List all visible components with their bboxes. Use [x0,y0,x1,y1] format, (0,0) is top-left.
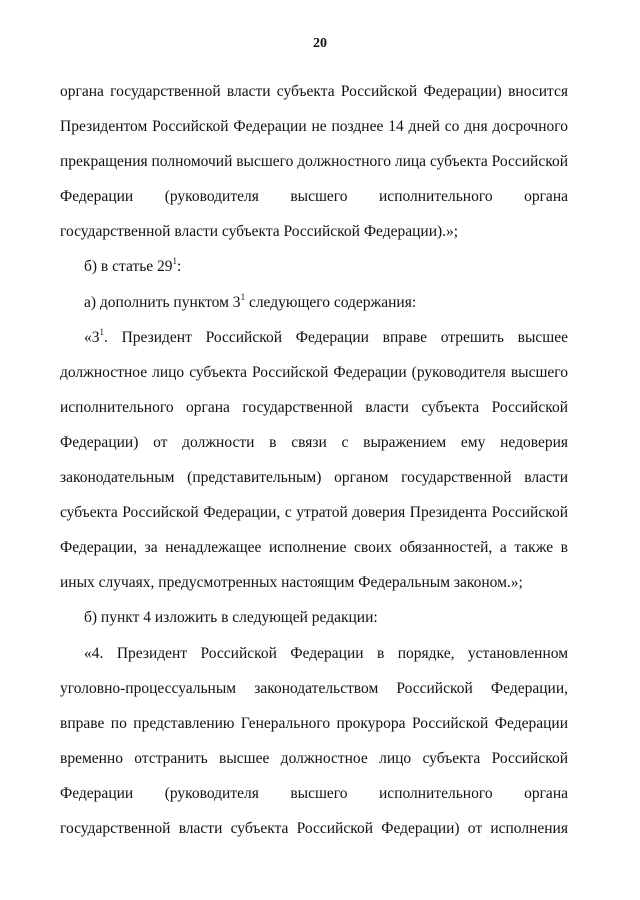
text-line: государственной власти субъекта Российской Федерации) от исполнения [60,819,568,837]
text-line: а) дополнить пунктом $3^1$ следующего содержания: [84,291,417,311]
text-line: субъекта Российской Федерации, с утратой доверия Президента Российской [60,504,568,522]
text-line: иных случаях, предусмотренных настоящим Федеральным законом.»; [60,574,523,592]
superscript: 1 [172,256,178,267]
paragraph-point-3-1 [60,320,568,601]
text-line: исполнительного органа государственной власти субъекта Российской [60,398,568,416]
text-line: б) в статье $29^1$: [84,256,182,276]
superscript: 1 [99,326,104,337]
text-line: государственной власти субъекта Российской Федерации).»; [60,223,459,241]
page-number: 20 [313,36,327,51]
paragraph-point-4 [60,636,568,847]
text-line: должностное лицо субъекта Российской Федерации (руководителя высшего [60,363,568,381]
text-line: Президентом Российской Федерации не позднее 14 дней со дня досрочного [60,118,568,136]
text-line: прекращения полномочий высшего должностного лица субъекта Российской [60,153,568,171]
text-line: органа государственной власти субъекта Российской Федерации) вносится [60,83,568,100]
text-line: Федерации (руководителя высшего исполнительного органа [60,784,568,802]
text-line: уголовно-процессуальным законодательством Российской Федерации, [60,679,568,697]
paragraph-continuation [60,74,568,249]
paragraph-article-29-1 [60,249,568,284]
text-line: вправе по представлению Генерального прокурора Российской Федерации [60,714,568,732]
text-line: временно отстранить высшее должностное лицо субъекта Российской [60,749,568,767]
superscript: 1 [240,291,246,302]
text-line: Федерации) от должности в связи с выражением ему недоверия [60,433,568,451]
text-line: Федерации, за ненадлежащее исполнение своих обязанностей, а также в [60,539,568,557]
text-line: Федерации (руководителя высшего исполнительного органа [60,188,568,206]
paragraph-point-4-intro [60,600,568,635]
text-line: б) пункт 4 изложить в следующей редакции: [84,609,378,627]
document-body [60,74,568,846]
text-line: законодательным (представительным) органом государственной власти [60,469,568,487]
text-line: «4. Президент Российской Федерации в порядке, установленном [84,644,568,662]
text-line: «$3^1$. Президент Российской Федерации вправе отрешить высшее [84,326,568,346]
paragraph-add-point [60,285,568,320]
